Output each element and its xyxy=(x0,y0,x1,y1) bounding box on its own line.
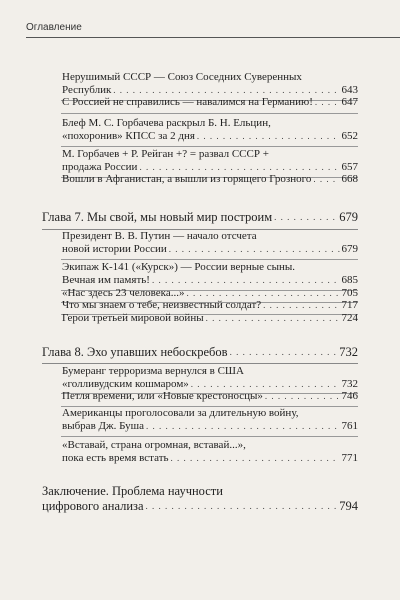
toc-entry-title-line: Экипаж К-141 («Курск») — России верные сыны. xyxy=(62,261,296,273)
toc-entry-title-line: Петля времени, или «Новые крестоносцы» xyxy=(62,390,263,402)
toc-page-number: 679 xyxy=(339,210,358,224)
toc-page-number: 732 xyxy=(339,345,358,359)
toc-entry-title-line: «похоронив» КПСС за 2 дня xyxy=(62,130,195,142)
toc-entry[interactable] xyxy=(62,312,358,325)
leader-dots xyxy=(265,390,340,403)
toc-entry[interactable] xyxy=(62,71,358,97)
toc-entry[interactable] xyxy=(62,365,358,391)
toc-entry-title-line: С Россией не справились — навалимся на Германию! xyxy=(62,96,313,108)
toc-page-number: 761 xyxy=(341,420,358,432)
toc-entry[interactable] xyxy=(62,299,358,312)
toc-entry-title-line: «голливудским кошмаром» xyxy=(62,378,189,390)
entry-separator xyxy=(61,436,358,437)
running-header: Оглавление xyxy=(26,22,82,33)
toc-entry[interactable] xyxy=(62,173,358,186)
toc-entry-title-line: Вечная им память! xyxy=(62,274,150,286)
toc-page-number: 652 xyxy=(341,130,358,142)
entry-separator xyxy=(61,259,358,260)
leader-dots xyxy=(169,243,340,256)
toc-entry-title-line: новой истории России xyxy=(62,243,167,255)
toc-entry[interactable] xyxy=(62,439,358,465)
toc-page-number: 717 xyxy=(341,299,358,311)
toc-page-number: 771 xyxy=(341,452,358,464)
toc-page-number: 794 xyxy=(339,499,358,513)
chapter-title: Заключение. Проблема научности xyxy=(42,484,223,498)
toc-entry-title-line: Республик xyxy=(62,84,112,96)
toc-entry-title-line: Блеф М. С. Горбачева раскрыл Б. Н. Ельцин, xyxy=(62,117,271,129)
chapter-title: цифрового анализа xyxy=(42,499,144,513)
leader-dots xyxy=(197,130,340,143)
toc-entry-title-line: Герои третьей мировой войны xyxy=(62,312,204,324)
leader-dots xyxy=(171,452,340,465)
toc-entry-title-line: пока есть время встать xyxy=(62,452,169,464)
toc-page-number: 668 xyxy=(341,173,358,185)
leader-dots xyxy=(313,173,339,186)
toc-entry[interactable] xyxy=(62,407,358,433)
chapter-title: Глава 7. Мы свой, мы новый мир построим xyxy=(42,210,273,224)
toc-entry-title-line: Вошли в Афганистан, а вышли из горящего Грозного xyxy=(62,173,312,185)
leader-dots xyxy=(315,96,340,109)
leader-dots xyxy=(230,345,338,360)
toc-page-number: 679 xyxy=(341,243,358,255)
toc-entry[interactable] xyxy=(62,117,358,143)
leader-dots xyxy=(263,299,339,312)
toc-entry-title-line: М. Горбачев + Р. Рейган +? = развал СССР + xyxy=(62,148,269,160)
leader-dots xyxy=(274,210,337,225)
toc-entry-title-line: «Вставай, страна огромная, вставай...», xyxy=(62,439,246,451)
toc-page-number: 705 xyxy=(341,287,358,299)
entry-separator xyxy=(61,113,358,114)
leader-dots xyxy=(146,499,338,514)
toc-page-number: 647 xyxy=(341,96,358,108)
leader-dots xyxy=(152,274,340,287)
toc-entry-title-line: Нерушимый СССР — Союз Соседних Суверенных xyxy=(62,71,302,83)
toc-entry[interactable] xyxy=(62,230,358,256)
toc-entry[interactable] xyxy=(62,261,358,287)
toc-chapter[interactable] xyxy=(42,345,358,360)
toc-page-number: 724 xyxy=(341,312,358,324)
toc-page-number: 643 xyxy=(341,84,358,96)
toc-entry-title-line: выбрав Дж. Буша xyxy=(62,420,145,432)
toc-page-number: 732 xyxy=(341,378,358,390)
entry-separator xyxy=(61,146,358,147)
toc-entry-title-line: Американцы проголосовали за длительную войну, xyxy=(62,407,299,419)
leader-dots xyxy=(206,312,340,325)
chapter-title: Глава 8. Эхо упавших небоскребов xyxy=(42,345,228,359)
toc-page-number: 657 xyxy=(341,161,358,173)
toc-entry-title-line: Что мы знаем о тебе, неизвестный солдат? xyxy=(62,299,262,311)
toc-entry[interactable] xyxy=(62,148,358,174)
toc-entry-title-line: продажа России xyxy=(62,161,138,173)
toc-entry[interactable] xyxy=(62,390,358,403)
toc-entry-title-line: Бумеранг терроризма вернулся в США xyxy=(62,365,244,377)
toc-page-number: 685 xyxy=(341,274,358,286)
leader-dots xyxy=(146,420,339,433)
toc-entry-title-line: Президент В. В. Путин — начало отсчета xyxy=(62,230,257,242)
toc-entry-title-line: «Нас здесь 23 человека...» xyxy=(62,287,185,299)
toc-page-number: 746 xyxy=(341,390,358,402)
chapter-separator xyxy=(42,363,358,364)
toc-conclusion[interactable] xyxy=(42,484,358,514)
toc-chapter[interactable] xyxy=(42,210,358,225)
toc-entry[interactable] xyxy=(62,96,358,109)
